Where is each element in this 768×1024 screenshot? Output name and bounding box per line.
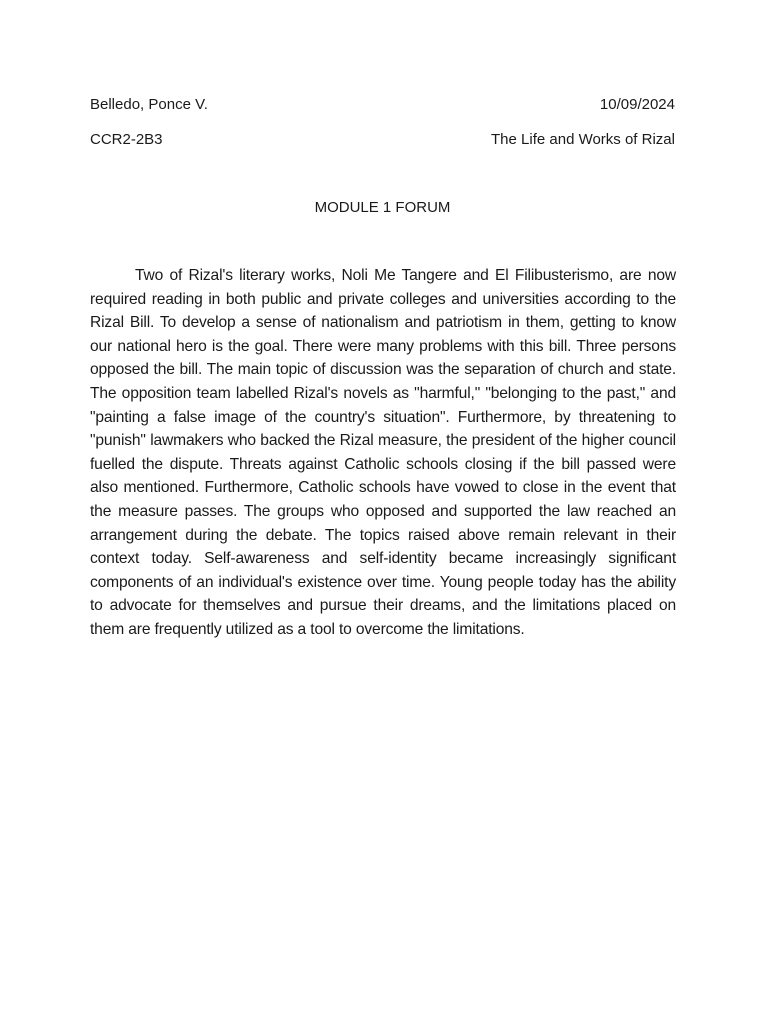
body-paragraph: Two of Rizal's literary works, Noli Me Tangere and El Filibusterismo, are now required reading in both public and private colleges and universities according to the Rizal Bill. To develop a sense of nationalism and patriotism in them, getting to know our national hero is the goal. There were many problems with this bill. Three persons opposed the bill. The main topic of discussion was the separation of church and state. The opposition team labelled Rizal's novels as "harmful," "belonging to the past," and "painting a false image of the country's situation". Furthermore, by threatening to "punish" lawmakers who backed the Rizal measure, the president of the higher council fuelled the dispute. Threats against Catholic schools closing if the bill passed were also mentioned. Furthermore, Catholic schools have vowed to close in the event that the measure passes. The groups who opposed and supported the law reached an arrangement during the debate. The topics raised above remain relevant in their context today. Self-awareness and self-identity became increasingly significant components of an individual's existence over time. Young people today has the ability to advocate for themselves and pursue their dreams, and the limitations placed on them are frequently utilized as a tool to overcome the limitations. — [90, 267, 676, 638]
header-row-section-course — [90, 130, 675, 150]
author-name: Belledo, Ponce V. — [90, 96, 208, 113]
section-code: CCR2-2B3 — [90, 131, 163, 148]
submission-date: 10/09/2024 — [599, 96, 675, 113]
document-title: MODULE 1 FORUM — [314, 199, 451, 216]
header-row-name-date — [90, 95, 675, 115]
course-title: The Life and Works of Rizal — [491, 131, 675, 148]
